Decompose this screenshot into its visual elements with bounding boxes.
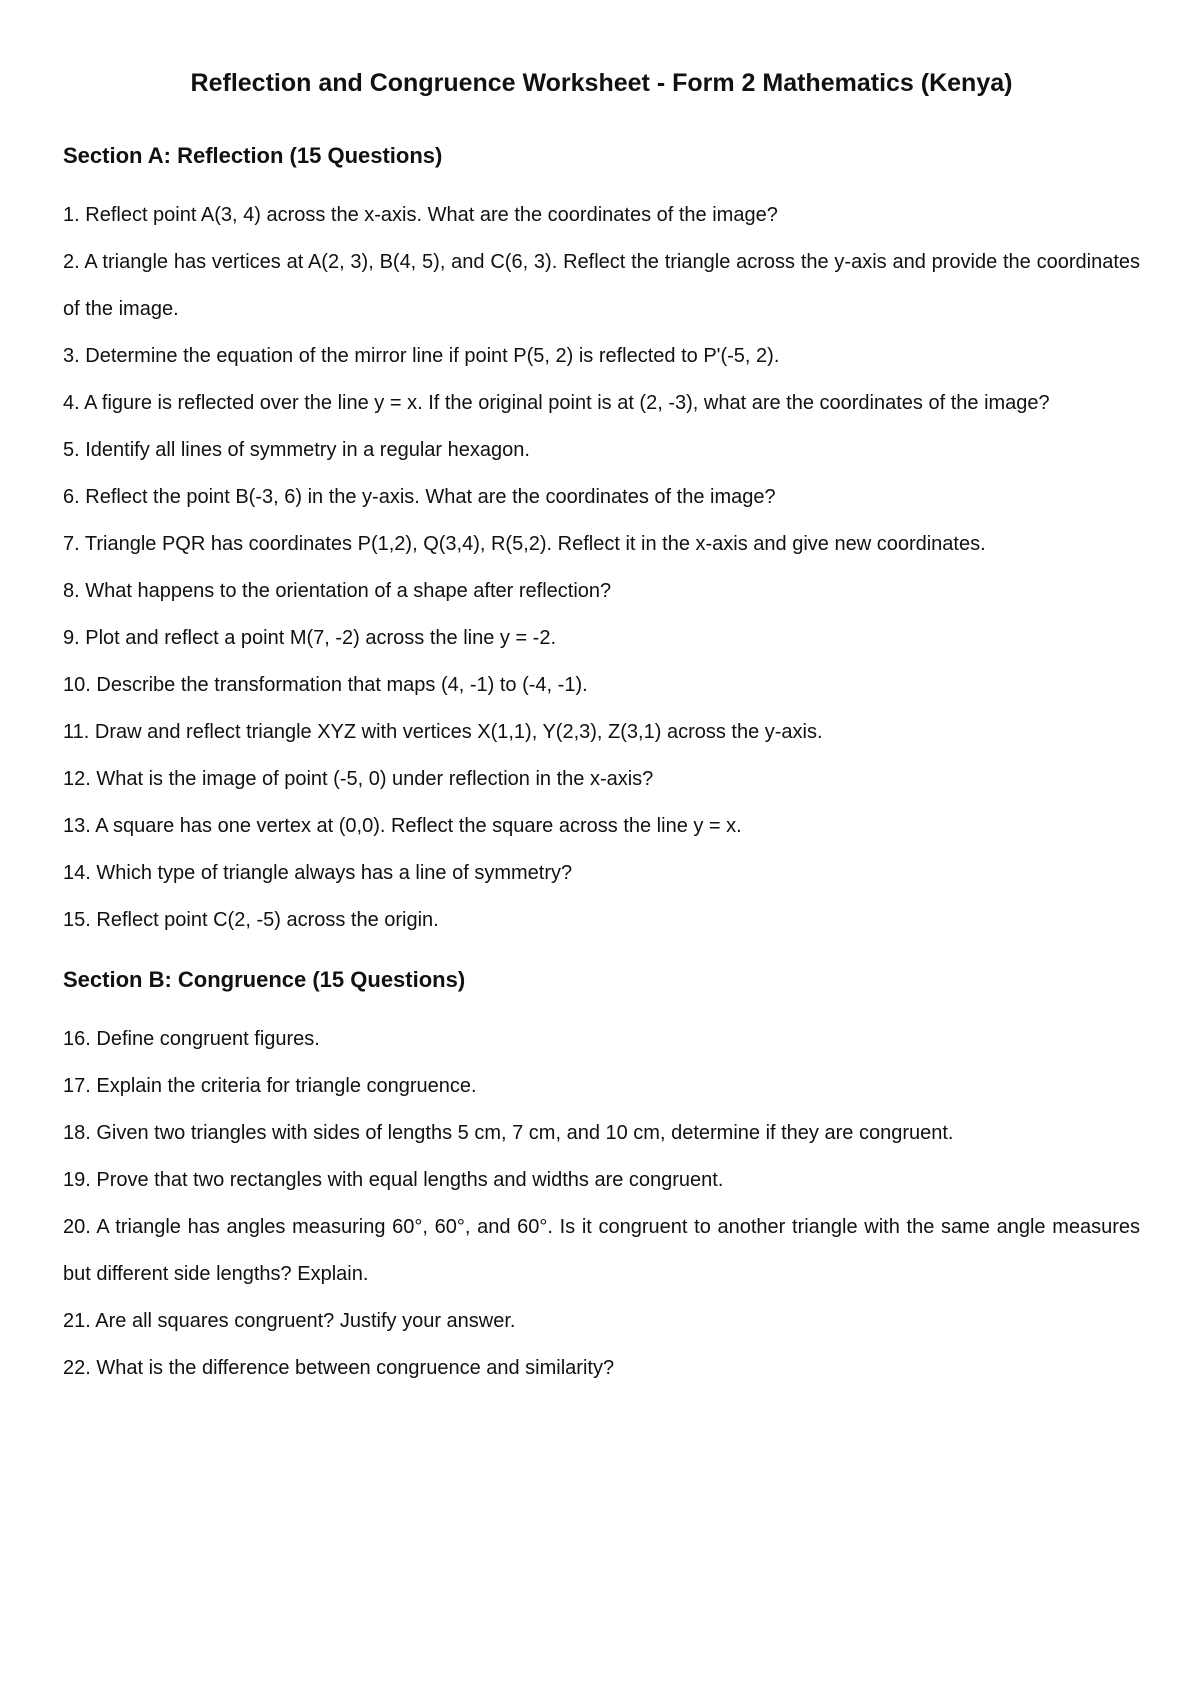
question-item [63, 897, 1140, 944]
question-item [63, 662, 1140, 709]
question-item [63, 1204, 1140, 1298]
question-item [63, 568, 1140, 615]
section-b-question-list [63, 1016, 1140, 1392]
question-text: Which type of triangle always has a line of symmetry? [96, 862, 573, 884]
question-number: 14. [63, 862, 91, 884]
question-number: 10. [63, 674, 91, 696]
question-text: A triangle has vertices at A(2, 3), B(4, 5), and C(6, 3). Reflect the triangle across the y-axis and provide the coordinates of the image. [63, 251, 1141, 320]
question-text: Reflect point A(3, 4) across the x-axis. What are the coordinates of the image? [85, 204, 778, 226]
question-text: Triangle PQR has coordinates P(1,2), Q(3,4), R(5,2). Reflect it in the x-axis and give new coordinates. [84, 533, 986, 555]
question-number: 19. [63, 1169, 91, 1191]
question-text: A square has one vertex at (0,0). Reflect the square across the line y = x. [95, 815, 742, 837]
question-number: 4. [63, 392, 80, 414]
question-item [63, 1016, 1140, 1063]
question-item [63, 1157, 1140, 1204]
question-text: Prove that two rectangles with equal lengths and widths are congruent. [96, 1169, 724, 1191]
question-text: What is the difference between congruence and similarity? [96, 1357, 615, 1379]
question-item [63, 239, 1140, 333]
question-text: What is the image of point (-5, 0) under reflection in the x-axis? [96, 768, 654, 790]
question-number: 16. [63, 1028, 91, 1050]
question-text: Draw and reflect triangle XYZ with vertices X(1,1), Y(2,3), Z(3,1) across the y-axis. [94, 721, 823, 743]
question-number: 15. [63, 909, 91, 931]
question-number: 11. [63, 721, 90, 743]
question-number: 7. [63, 533, 80, 555]
question-item [63, 615, 1140, 662]
page-title: Reflection and Congruence Worksheet - Form 2 Mathematics (Kenya) [190, 69, 1013, 97]
question-item [63, 474, 1140, 521]
question-number: 2. [63, 251, 80, 273]
section-a-question-list [63, 192, 1140, 944]
question-number: 12. [63, 768, 91, 790]
question-text: Describe the transformation that maps (4, -1) to (-4, -1). [96, 674, 588, 696]
question-text: Identify all lines of symmetry in a regular hexagon. [85, 439, 530, 461]
question-text: A figure is reflected over the line y = x. If the original point is at (2, -3), what are the coordinates of the image? [84, 392, 1050, 414]
question-item [63, 1298, 1140, 1345]
question-item [63, 1345, 1140, 1392]
question-text: Determine the equation of the mirror line if point P(5, 2) is reflected to P'(-5, 2). [85, 345, 780, 367]
question-number: 8. [63, 580, 80, 602]
question-number: 21. [63, 1310, 91, 1332]
question-item [63, 756, 1140, 803]
question-number: 3. [63, 345, 80, 367]
question-text: Plot and reflect a point M(7, -2) across the line y = -2. [85, 627, 557, 649]
question-item [63, 427, 1140, 474]
question-number: 22. [63, 1357, 91, 1379]
question-number: 18. [63, 1122, 91, 1144]
question-number: 20. [63, 1216, 91, 1238]
question-text: Define congruent figures. [96, 1028, 320, 1050]
question-text: Explain the criteria for triangle congruence. [96, 1075, 477, 1097]
question-item [63, 850, 1140, 897]
question-text: Are all squares congruent? Justify your answer. [95, 1310, 516, 1332]
question-text: A triangle has angles measuring 60°, 60°, and 60°. Is it congruent to another triangle with the same angle measures but different side lengths? Explain. [63, 1216, 1140, 1285]
question-item [63, 521, 1140, 568]
question-item [63, 192, 1140, 239]
section-a-heading: Section A: Reflection (15 Questions) [63, 143, 443, 168]
question-number: 13. [63, 815, 91, 837]
section-b-heading: Section B: Congruence (15 Questions) [63, 967, 466, 992]
question-item [63, 1110, 1140, 1157]
question-number: 6. [63, 486, 80, 508]
question-number: 9. [63, 627, 80, 649]
question-number: 5. [63, 439, 80, 461]
question-number: 17. [63, 1075, 91, 1097]
question-text: Reflect the point B(-3, 6) in the y-axis. What are the coordinates of the image? [85, 486, 776, 508]
question-item [63, 1063, 1140, 1110]
question-text: Reflect point C(2, -5) across the origin. [96, 909, 439, 931]
question-item [63, 803, 1140, 850]
question-item [63, 333, 1140, 380]
question-text: What happens to the orientation of a shape after reflection? [85, 580, 612, 602]
question-item [63, 380, 1140, 427]
question-item [63, 709, 1140, 756]
question-text: Given two triangles with sides of lengths 5 cm, 7 cm, and 10 cm, determine if they are congruent. [96, 1122, 954, 1144]
question-number: 1. [63, 204, 80, 226]
